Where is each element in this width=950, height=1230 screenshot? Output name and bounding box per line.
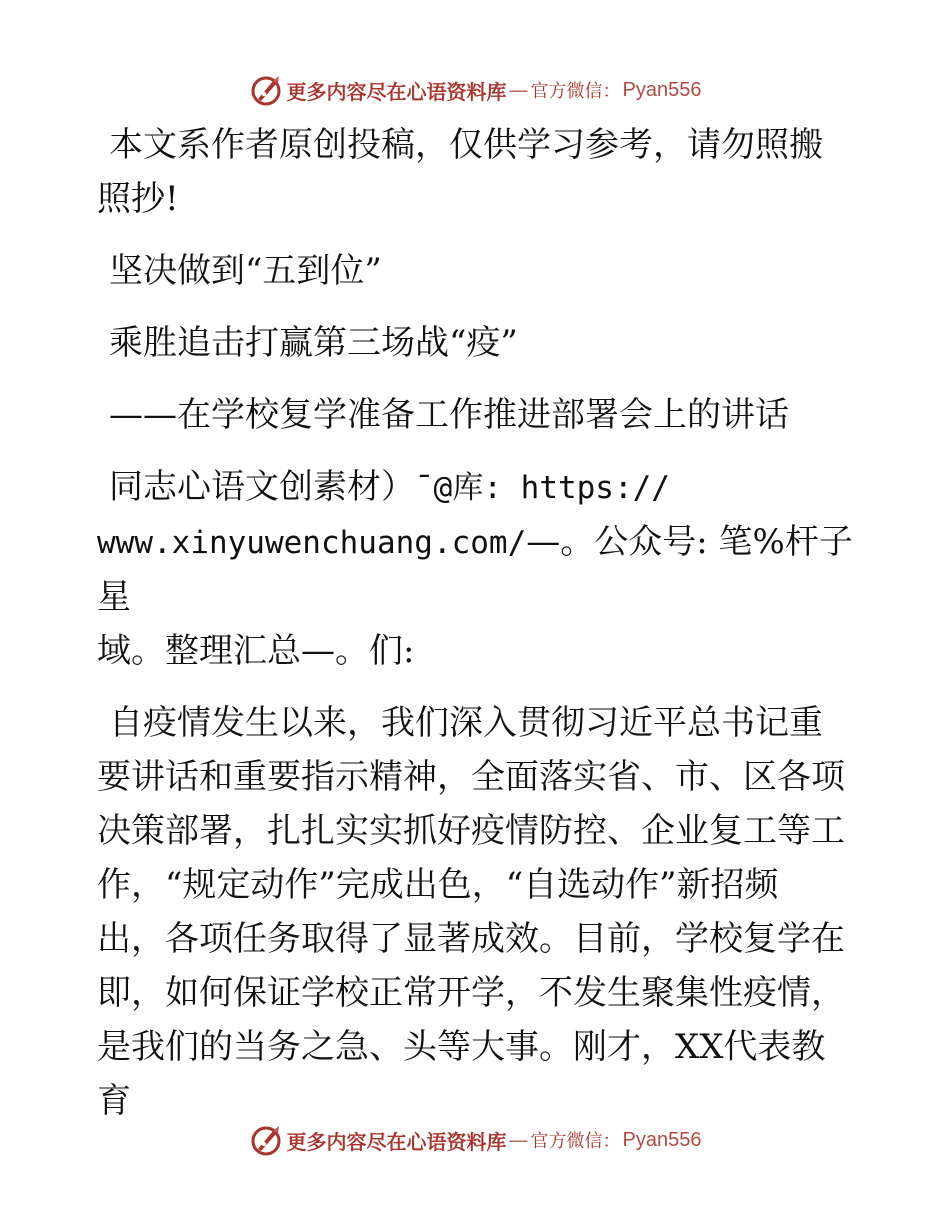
body-line: 即，如何保证学校正常开学，不发生聚集性疫情， bbox=[97, 973, 845, 1013]
notice-line-1: 本文系作者原创投稿，仅供学习参考，请勿照搬 bbox=[109, 125, 823, 165]
footer-brand-text: 更多内容尽在心语资料库 bbox=[286, 1129, 507, 1154]
body-line: 是我们的当务之急、头等大事。刚才，XX代表教育 bbox=[97, 1027, 826, 1121]
body-line: 作，“规定动作”完成出色，“自选动作”新招频 bbox=[97, 865, 779, 905]
body-paragraph bbox=[97, 696, 857, 1128]
body-line: 决策部署，扎扎实实抓好疫情防控、企业复工等工 bbox=[97, 811, 845, 851]
body-line: 自疫情发生以来，我们深入贯彻习近平总书记重 bbox=[109, 703, 823, 743]
footer-banner bbox=[0, 1120, 950, 1160]
quill-logo-icon bbox=[249, 1123, 283, 1157]
source-line-1 bbox=[97, 460, 857, 515]
document-title-2: 乘胜追击打赢第三场战“疫” bbox=[109, 323, 518, 363]
banner-official-label: 官方微信： bbox=[530, 81, 621, 102]
footer-dash: — bbox=[508, 1128, 529, 1152]
body-line: 要讲话和重要指示精神，全面落实省、市、区各项 bbox=[97, 757, 845, 797]
source-line-2 bbox=[97, 515, 857, 624]
notice-line-2: 照抄! bbox=[97, 179, 179, 219]
banner-brand-text: 更多内容尽在心语资料库 bbox=[286, 79, 507, 104]
source-line-2-text: —。公众号: 笔%杆子星 bbox=[97, 522, 853, 617]
document-body bbox=[97, 118, 857, 1128]
source-line-2-url: www.xinyuwenchuang.com/ bbox=[97, 525, 527, 561]
banner-dash: — bbox=[508, 78, 529, 102]
document-subtitle: ——在学校复学准备工作推进部署会上的讲话 bbox=[109, 395, 789, 435]
header-banner bbox=[0, 70, 950, 110]
footer-wechat-id: Pyan556 bbox=[622, 1128, 702, 1151]
source-line-3: 域。整理汇总—。们: bbox=[97, 631, 415, 671]
source-line-1-text: 同志心语文创素材） bbox=[109, 467, 415, 507]
source-line-1-url: ¯@库: https:// bbox=[415, 470, 670, 506]
quill-logo-icon bbox=[249, 73, 283, 107]
banner-wechat-id: Pyan556 bbox=[622, 78, 702, 101]
body-line: 出，各项任务取得了显著成效。目前，学校复学在 bbox=[97, 919, 845, 959]
document-title-1: 坚决做到“五到位” bbox=[109, 251, 382, 291]
footer-official-label: 官方微信： bbox=[530, 1131, 621, 1152]
